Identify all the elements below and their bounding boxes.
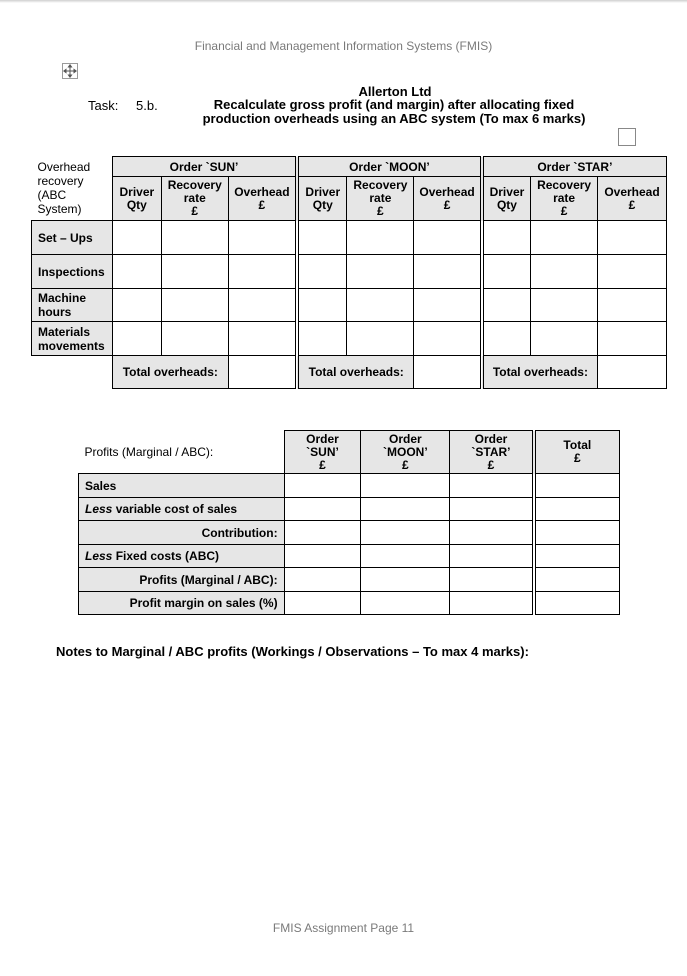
cell-input[interactable] [482, 322, 531, 356]
cell-input[interactable] [161, 221, 228, 255]
table-row [79, 498, 620, 521]
page-footer: FMIS Assignment Page 11 [272, 921, 415, 935]
cell-input[interactable] [297, 221, 347, 255]
row-label-fixed-costs: Less Fixed costs (ABC) [79, 545, 285, 568]
column-header-sun: Order `SUN’ £ [284, 431, 361, 474]
overhead-header: Overhead £ [598, 177, 667, 221]
cell-input[interactable] [161, 289, 228, 322]
overhead-header: Overhead £ [228, 177, 297, 221]
column-header-total: Total £ [534, 431, 620, 474]
cell-input[interactable] [228, 221, 297, 255]
driver-qty-header: Driver Qty [482, 177, 531, 221]
row-label-setups: Set – Ups [32, 221, 113, 255]
cell-input[interactable] [284, 568, 361, 592]
cell-input[interactable] [112, 322, 161, 356]
cell-input[interactable] [534, 568, 620, 592]
recovery-rate-header: Recovery rate £ [161, 177, 228, 221]
total-overheads-label: Total overheads: [112, 356, 228, 389]
cell-input[interactable] [414, 221, 482, 255]
company-name: Allerton Ltd [358, 84, 432, 99]
cell-input[interactable] [161, 255, 228, 289]
order-moon-header: Order `MOON’ [297, 157, 482, 177]
cell-input[interactable] [361, 498, 450, 521]
cell-input[interactable] [284, 474, 361, 498]
cell-input[interactable] [297, 289, 347, 322]
row-label-contribution: Contribution: [79, 521, 285, 545]
answer-checkbox[interactable] [618, 128, 636, 146]
table-row [79, 592, 620, 615]
cell-input[interactable] [531, 322, 598, 356]
cell-input[interactable] [482, 255, 531, 289]
cell-input[interactable] [361, 521, 450, 545]
cell-input[interactable] [284, 545, 361, 568]
row-label-inspections: Inspections [32, 255, 113, 289]
cell-input[interactable] [598, 322, 667, 356]
totals-row [32, 356, 667, 389]
row-label-machine-hours: Machine hours [32, 289, 113, 322]
table-row [32, 322, 667, 356]
cell-input[interactable] [598, 255, 667, 289]
table-row [32, 221, 667, 255]
table-row [79, 474, 620, 498]
task-label: Task: [88, 98, 119, 113]
table-row [32, 289, 667, 322]
row-label-variable-cost: Less variable cost of sales [79, 498, 285, 521]
cell-input[interactable] [534, 474, 620, 498]
total-overheads-star[interactable] [598, 356, 667, 389]
cell-input[interactable] [531, 255, 598, 289]
row-label-materials-movements: Materials movements [32, 322, 113, 356]
cell-input[interactable] [450, 568, 534, 592]
task-description: Recalculate gross profit (and margin) after allocating fixed production overheads using an ABC system (To max 6 marks) [202, 97, 586, 126]
page-header: Financial and Management Information Systems (FMIS) [194, 39, 493, 53]
recovery-rate-header: Recovery rate £ [347, 177, 414, 221]
overhead-table-title: Overhead recovery (ABC System) [37, 159, 91, 216]
notes-heading: Notes to Marginal / ABC profits (Workings / Observations – To max 4 marks): [56, 644, 529, 659]
row-label-sales: Sales [79, 474, 285, 498]
cell-input[interactable] [598, 221, 667, 255]
order-star-header: Order `STAR’ [482, 157, 667, 177]
overhead-recovery-table [31, 156, 667, 389]
cell-input[interactable] [534, 545, 620, 568]
cell-input[interactable] [284, 521, 361, 545]
cell-input[interactable] [450, 474, 534, 498]
cell-input[interactable] [482, 289, 531, 322]
cell-input[interactable] [534, 592, 620, 615]
cell-input[interactable] [347, 322, 414, 356]
driver-qty-header: Driver Qty [112, 177, 161, 221]
cell-input[interactable] [228, 289, 297, 322]
cell-input[interactable] [531, 221, 598, 255]
cell-input[interactable] [450, 498, 534, 521]
cell-input[interactable] [112, 255, 161, 289]
total-overheads-sun[interactable] [228, 356, 297, 389]
total-overheads-label: Total overheads: [482, 356, 598, 389]
task-number: 5.b. [136, 98, 158, 113]
cell-input[interactable] [228, 255, 297, 289]
row-label-profits: Profits (Marginal / ABC): [79, 568, 285, 592]
column-header-star: Order `STAR’ £ [450, 431, 534, 474]
cell-input[interactable] [361, 592, 450, 615]
cell-input[interactable] [228, 322, 297, 356]
recovery-rate-header: Recovery rate £ [531, 177, 598, 221]
cell-input[interactable] [347, 221, 414, 255]
driver-qty-header: Driver Qty [297, 177, 347, 221]
cell-input[interactable] [284, 592, 361, 615]
total-overheads-label: Total overheads: [297, 356, 414, 389]
table-row [79, 521, 620, 545]
cell-input[interactable] [450, 521, 534, 545]
cell-input[interactable] [297, 255, 347, 289]
cell-input[interactable] [361, 545, 450, 568]
cell-input[interactable] [112, 221, 161, 255]
cell-input[interactable] [414, 322, 482, 356]
table-move-handle[interactable] [62, 63, 78, 79]
total-overheads-moon[interactable] [414, 356, 482, 389]
cell-input[interactable] [297, 322, 347, 356]
cell-input[interactable] [598, 289, 667, 322]
cell-input[interactable] [361, 568, 450, 592]
cell-input[interactable] [482, 221, 531, 255]
row-label-profit-margin: Profit margin on sales (%) [79, 592, 285, 615]
cell-input[interactable] [534, 521, 620, 545]
cell-input[interactable] [534, 498, 620, 521]
cell-input[interactable] [361, 474, 450, 498]
column-header-moon: Order `MOON’ £ [361, 431, 450, 474]
profit-table [78, 430, 620, 615]
page-top-edge [0, 0, 687, 3]
table-row [79, 545, 620, 568]
cell-input[interactable] [161, 322, 228, 356]
table-row [79, 568, 620, 592]
cell-input[interactable] [450, 592, 534, 615]
order-sun-header: Order `SUN’ [112, 157, 297, 177]
profit-table-title: Profits (Marginal / ABC): [84, 444, 214, 459]
overhead-header: Overhead £ [414, 177, 482, 221]
cell-input[interactable] [450, 545, 534, 568]
table-row [32, 255, 667, 289]
cell-input[interactable] [531, 289, 598, 322]
move-arrows-icon [63, 64, 77, 78]
cell-input[interactable] [112, 289, 161, 322]
cell-input[interactable] [284, 498, 361, 521]
cell-input[interactable] [347, 255, 414, 289]
cell-input[interactable] [347, 289, 414, 322]
cell-input[interactable] [414, 255, 482, 289]
cell-input[interactable] [414, 289, 482, 322]
